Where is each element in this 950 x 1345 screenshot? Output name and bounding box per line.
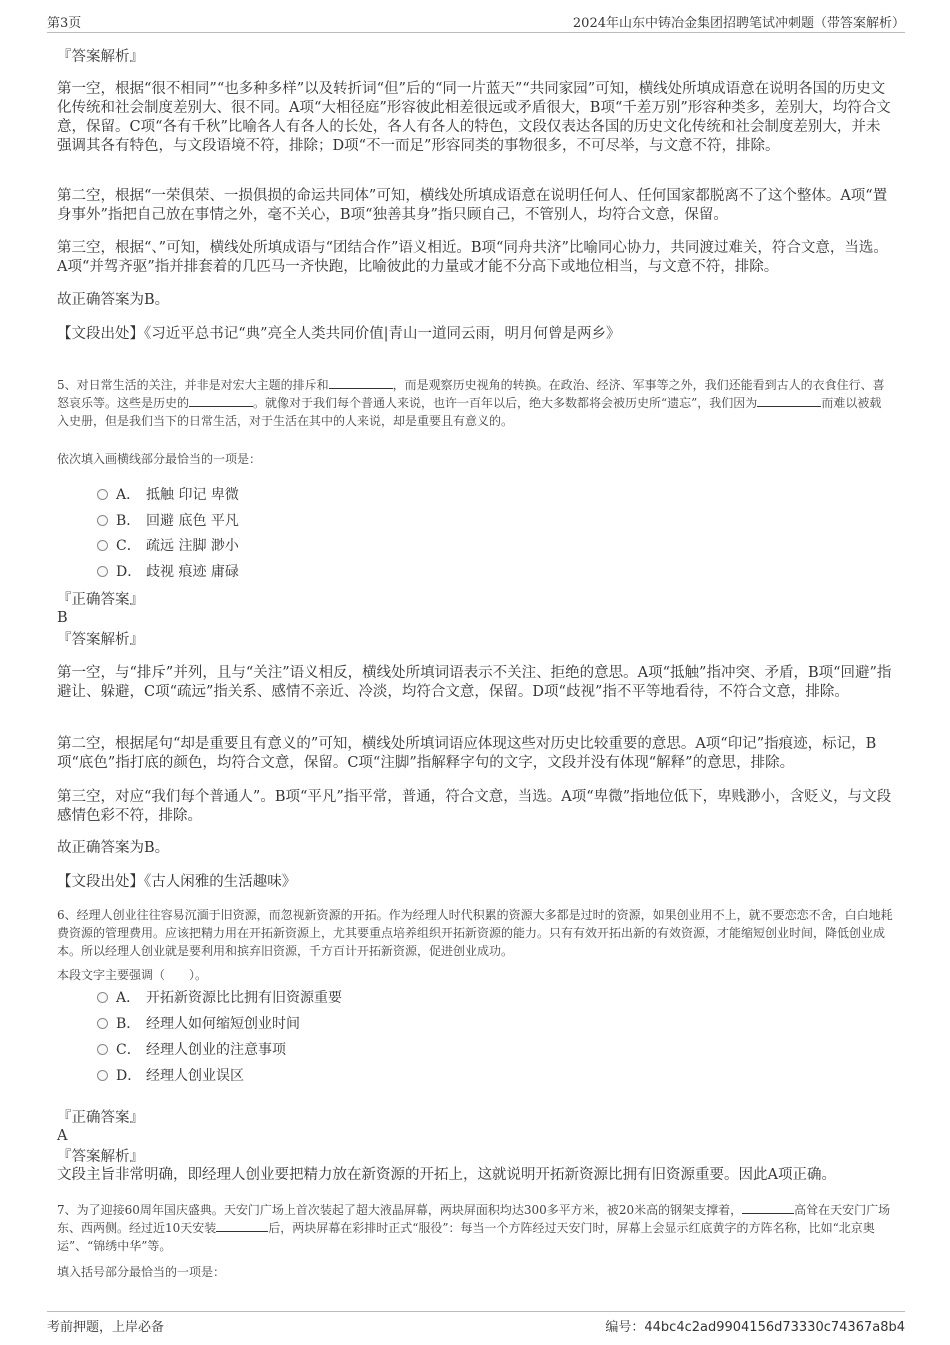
q6-option-b[interactable]: B． 经理人如何缩短创业时间 — [97, 1014, 300, 1034]
fill-blank — [216, 1219, 268, 1232]
q4-analysis-para-2: 第二空，根据“一荣俱荣、一损俱损的命运共同体”可知，横线处所填成语意在说明任何人、任何国家都脱离不了这个整体。A项“置身事外”指把自己放在事情之外，毫不关心，B项“独善其身”指只顾自己，不管别人，均符合文意，保留。 — [57, 188, 888, 223]
q6-analysis: 文段主旨非常明确，即经理人创业要把精力放在新资源的开拓上，这就说明开拓新资源比拥有旧资源重要。因此A项正确。 — [57, 1167, 836, 1183]
q5-analysis-label: 『答案解析』 — [57, 632, 144, 648]
q6-answer: A — [57, 1128, 68, 1144]
q6-option-a[interactable]: A． 开拓新资源比比拥有旧资源重要 — [97, 988, 342, 1008]
fill-blank — [742, 1201, 794, 1214]
radio-icon[interactable] — [97, 1070, 108, 1081]
q4-analysis-para-3: 第三空，根据“、”可知，横线处所填成语与“团结合作”语义相近。B项“同舟共济”比喻同心协力，共同渡过难关，符合文意，当选。A项“并驾齐驱”指并排套着的几匹马一齐快跑，比喻彼此的力量或才能不分高下或地位相当，与文意不符，排除。 — [57, 240, 888, 275]
fill-blank — [329, 376, 393, 389]
q4-source: 【文段出处】《习近平总书记“典”亮全人类共同价值|青山一道同云雨，明月何曾是两乡》 — [57, 326, 621, 342]
q5-conclusion: 故正确答案为B。 — [57, 840, 170, 856]
q7-prompt: 填入括号部分最恰当的一项是： — [57, 1265, 226, 1279]
q5-option-c[interactable]: C． 疏远 注脚 渺小 — [97, 536, 239, 556]
q6-prompt: 本段文字主要强调（ ）。 — [57, 968, 208, 982]
q4-conclusion: 故正确答案为B。 — [57, 292, 170, 308]
q4-analysis-para-1: 第一空，根据“很不相同”“也多种多样”以及转折词“但”后的“同一片蓝天”“共同家园”可知，横线处所填成语意在说明各国的历史文化传统和社会制度差别大、很不同。A项“大相径庭”形容彼此相差很远或矛盾很大，B项“千差万别”形容种类多，差别大，均符合文意，保留。C项“各有千秋”比喻各人有各人的长处，各人有各人的特色，文段仅表达各国的历史文化传统和社会制度差别大，并未强调其各有特色，与文段语境不符，排除；D项“不一而足”形容同类的事物很多，不可尽举，与文意不符，排除。 — [57, 81, 891, 154]
q7-question-text: 7、为了迎接60周年国庆盛典。天安门广场上首次装起了超大液晶屏幕，两块屏面积均达300多平方米，被20米高的钢架支撑着， 高耸在天安门广场东、西两侧。经过近10天安装 后，两块屏幕在彩排时正式“服役”：每当一个方阵经过天安门时，屏幕上会显示红底黄字的方阵名称，比如“北京奥运”、“锦绣中华”等。 — [57, 1203, 891, 1253]
radio-icon[interactable] — [97, 489, 108, 500]
q5-answer-label: 『正确答案』 — [57, 592, 144, 608]
radio-icon[interactable] — [97, 566, 108, 577]
radio-icon[interactable] — [97, 1018, 108, 1029]
q6-option-c[interactable]: C． 经理人创业的注意事项 — [97, 1040, 286, 1060]
q5-source: 【文段出处】《古人闲雅的生活趣味》 — [57, 874, 297, 890]
page-footer — [47, 1311, 905, 1334]
q5-prompt: 依次填入画横线部分最恰当的一项是： — [57, 452, 262, 466]
q5-analysis-para-2: 第二空，根据尾句“却是重要且有意义的”可知，横线处所填词语应体现这些对历史比较重要的意思。A项“印记”指痕迹，标记，B项“底色”指打底的颜色，均符合文意，保留。C项“注脚”指解释字句的文字，文段并没有体现“解释”的意思，排除。 — [57, 736, 877, 771]
q5-option-a[interactable]: A． 抵触 印记 卑微 — [97, 485, 239, 505]
radio-icon[interactable] — [97, 992, 108, 1003]
radio-icon[interactable] — [97, 540, 108, 551]
footer-slogan: 考前押题，上岸必备 — [47, 1320, 165, 1335]
radio-icon[interactable] — [97, 1044, 108, 1055]
q5-answer: B — [57, 610, 68, 626]
fill-blank — [189, 394, 253, 407]
q4-analysis-label: 『答案解析』 — [57, 49, 144, 65]
radio-icon[interactable] — [97, 515, 108, 526]
document-title: 2024年山东中铸冶金集团招聘笔试冲刺题（带答案解析） — [572, 16, 905, 31]
q5-analysis-para-1: 第一空，与“排斥”并列，且与“关注”语义相反，横线处所填词语表示不关注、拒绝的意思。A项“抵触”指冲突、矛盾，B项“回避”指避让、躲避，C项“疏远”指关系、感情不亲近、冷淡，均符合文意，保留。D项“歧视”指不平等地看待，不符合文意，排除。 — [57, 665, 892, 700]
page-header — [47, 10, 905, 33]
q5-question-text: 5、对日常生活的关注，并非是对宏大主题的排斥和 ，而是观察历史视角的转换。在政治、经济、军事等之外，我们还能看到古人的衣食住行、喜怒哀乐等。这些是历史的 。就像对于我们每个普通人来说，也许一百年以后，绝大多数都将会被历史所“遗忘”，我们因为 而难以被载入史册，但是我们当下的日常生活，对于生活在其中的人来说，却是重要且有意义的。 — [57, 378, 885, 428]
q5-option-d[interactable]: D． 歧视 痕迹 庸碌 — [97, 562, 239, 582]
q5-analysis-para-3: 第三空，对应“我们每个普通人”。B项“平凡”指平常，普通，符合文意，当选。A项“卑微”指地位低下，卑贱渺小，含贬义，与文段感情色彩不符，排除。 — [57, 789, 892, 824]
q6-option-d[interactable]: D． 经理人创业误区 — [97, 1066, 244, 1086]
q6-answer-label: 『正确答案』 — [57, 1110, 144, 1126]
q6-analysis-label: 『答案解析』 — [57, 1149, 144, 1165]
page-number: 第3页 — [47, 16, 82, 31]
q5-option-b[interactable]: B． 回避 底色 平凡 — [97, 511, 239, 531]
q6-question-text: 6、经理人创业往往容易沉湎于旧资源，而忽视新资源的开拓。作为经理人时代积累的资源大多都是过时的资源，如果创业用不上，就不要恋恋不舍，白白地耗费资源的管理费用。应该把精力用在开拓新资源上，尤其要重点培养组织开拓新资源的能力。只有有效开拓出新的有效资源，才能缩短创业时间，降低创业成本。所以经理人创业就是要利用和摈弃旧资源，千方百计开拓新资源，促进创业成功。 — [57, 908, 893, 958]
fill-blank — [757, 394, 821, 407]
document-code: 编号：44bc4c2ad9904156d73330c74367a8b4 — [605, 1320, 905, 1335]
